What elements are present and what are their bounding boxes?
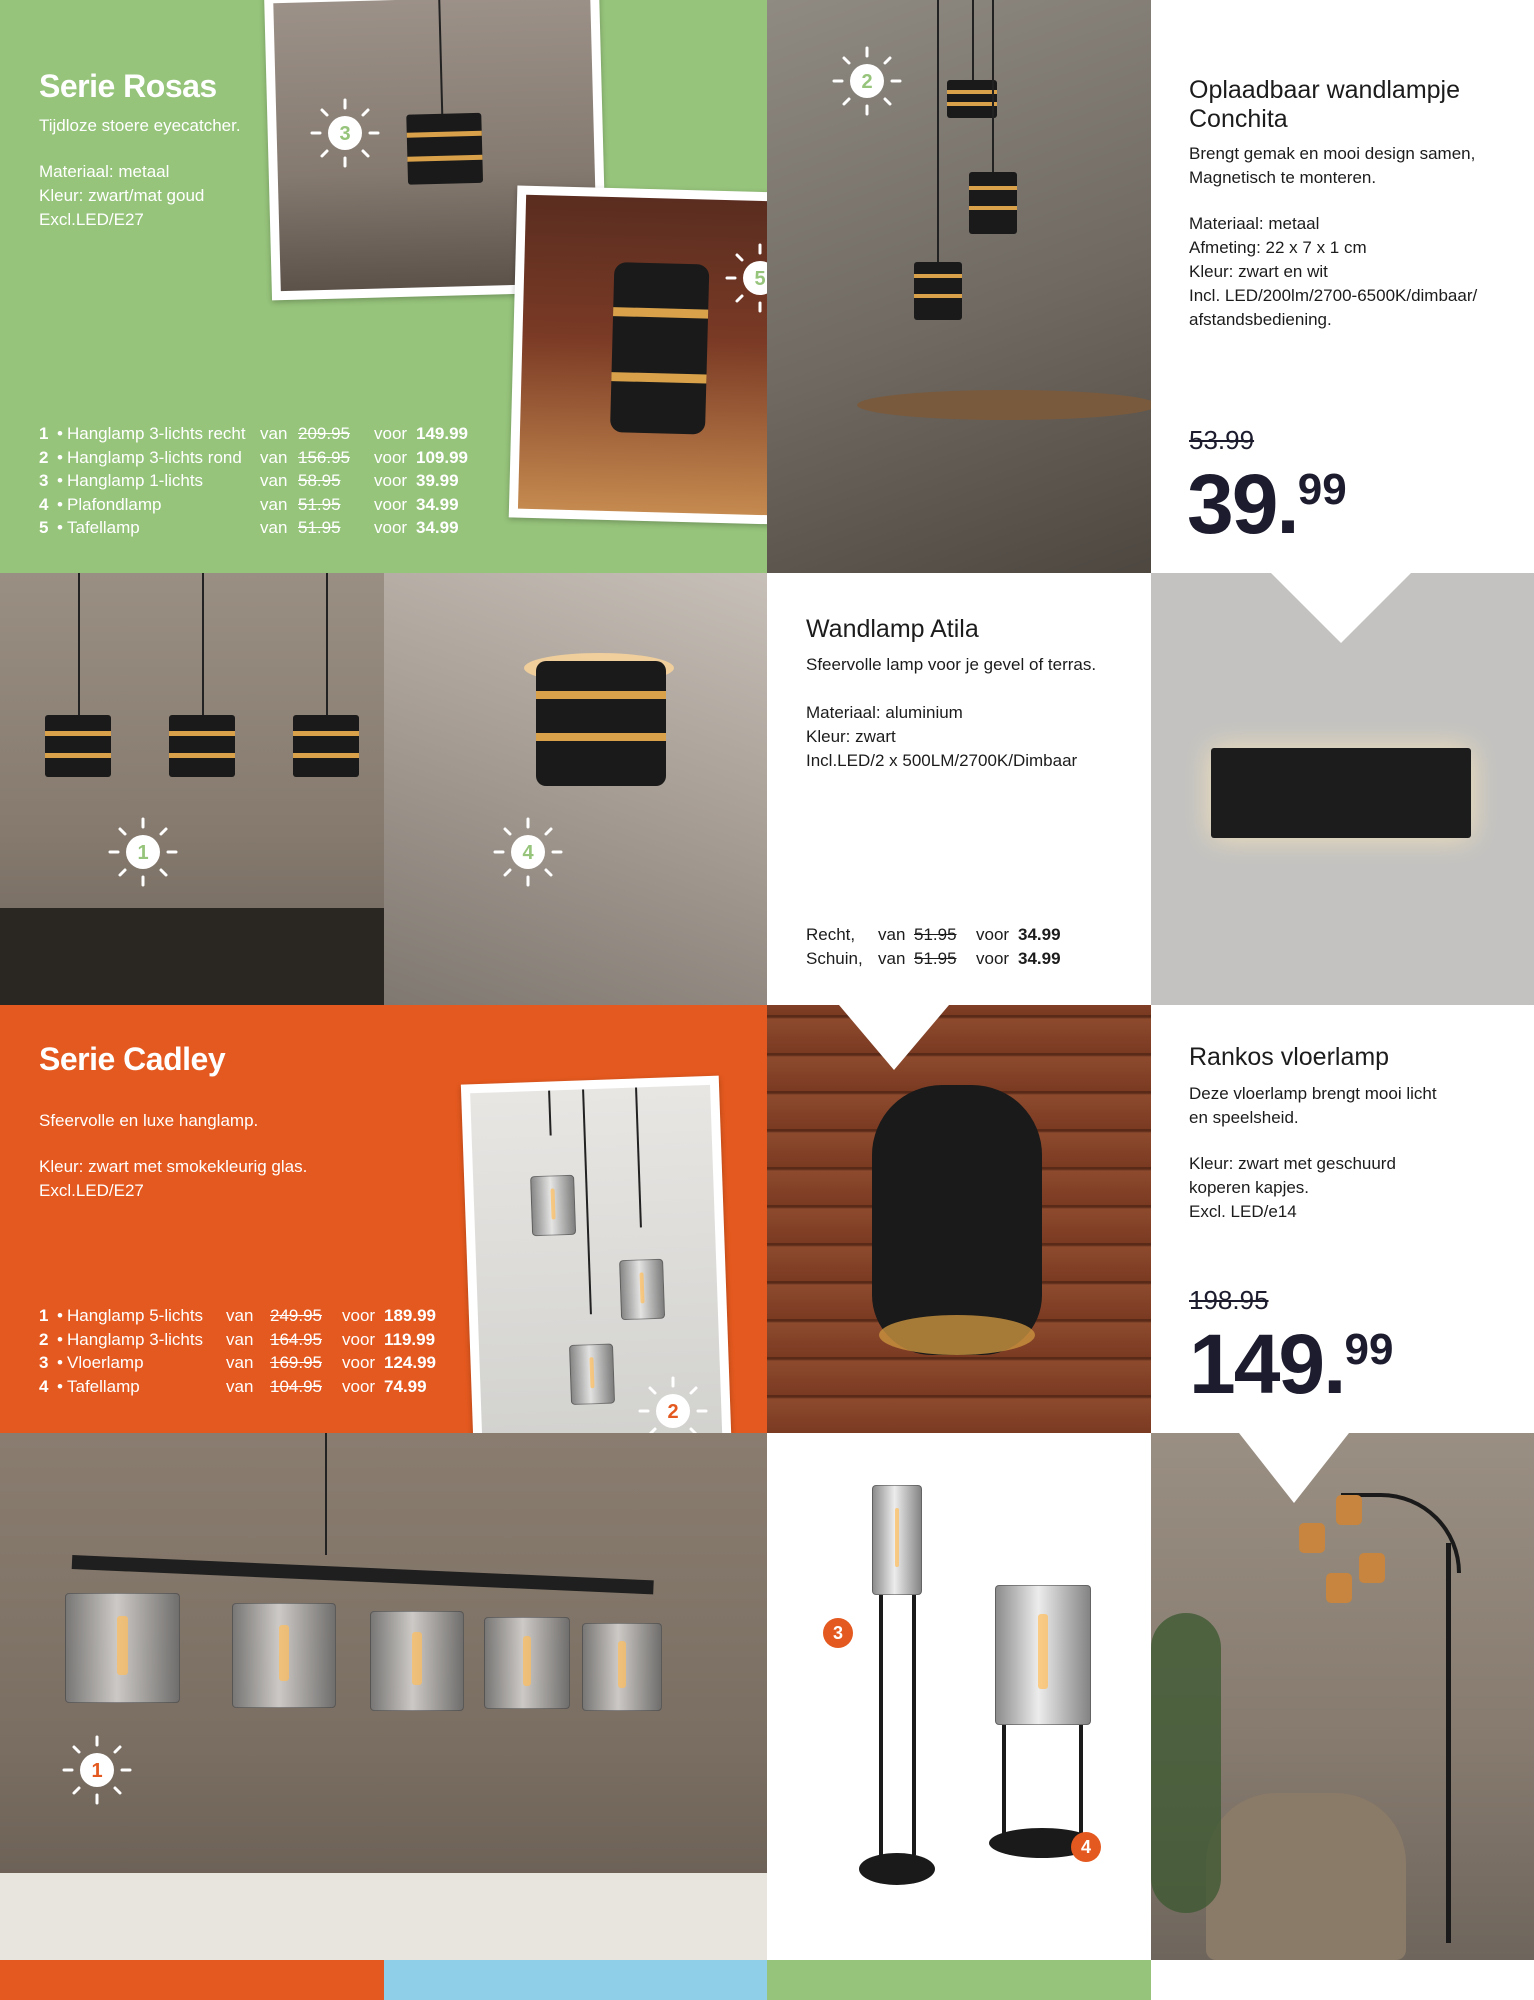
item-name: Hanglamp 3-lichts recht [67, 424, 246, 443]
item-number: 3 [39, 471, 49, 490]
price-row: 2 • Hanglamp 3-lichts rond van 156.95 voor 109.99 [39, 446, 468, 470]
badge-3-icon [310, 98, 380, 168]
voor-label: voor [976, 949, 1010, 968]
item-number: 1 [39, 424, 49, 443]
price-row: 3 • Vloerlamp van 169.95 voor 124.99 [39, 1351, 436, 1375]
price-whole: 149. [1189, 1317, 1345, 1411]
item-number: 2 [39, 1329, 49, 1349]
price-row: 2 • Hanglamp 3-lichts van 164.95 voor 119.99 [39, 1328, 436, 1352]
spec-line: Incl. LED/200lm/2700-6500K/dimbaar/ [1189, 286, 1478, 305]
cadley-title: Serie Cadley [39, 1041, 226, 1077]
conchita-title: Oplaadbaar wandlampje Conchita [1189, 76, 1461, 133]
item-name: Recht, [806, 925, 856, 944]
voor-label: voor [374, 518, 408, 537]
photo-brick-wall-lamp [767, 1005, 1151, 1433]
new-price: 109.99 [416, 447, 468, 467]
spec-line: Kleur: zwart/mat goud [39, 186, 205, 205]
footer-strip-green [767, 1960, 1151, 2000]
new-price: 189.99 [384, 1306, 436, 1325]
desc-line: Magnetisch te monteren. [1189, 168, 1377, 187]
item-number: 2 [39, 447, 49, 467]
atila-panel [767, 573, 1151, 1005]
photo-ceiling-lamp [384, 573, 767, 1005]
spec-line: Excl.LED/E27 [39, 1181, 144, 1200]
van-label: van [226, 1306, 254, 1325]
photo-cadley-5-lights [0, 1433, 767, 1960]
item-name: Hanglamp 3-lichts [67, 1329, 204, 1349]
item-number: 1 [39, 1306, 49, 1325]
badge-4-icon [493, 817, 563, 887]
badge-label: 2 [667, 1401, 679, 1423]
conchita-panel [1151, 0, 1534, 573]
atila-price-table [806, 923, 1061, 971]
old-price: 164.95 [270, 1329, 322, 1349]
rosas-subtitle: Tijdloze stoere eyecatcher. [39, 116, 241, 135]
rankos-panel [1151, 1005, 1534, 1433]
van-label: van [878, 949, 906, 968]
new-price: 39.99 [416, 471, 459, 490]
spec-line: Kleur: zwart met geschuurd [1189, 1154, 1396, 1173]
footer-strip-orange [0, 1960, 384, 2000]
spec-line: Afmeting: 22 x 7 x 1 cm [1189, 238, 1367, 257]
badge-label: 1 [137, 842, 149, 864]
new-price: 34.99 [416, 518, 459, 537]
item-number: 4 [39, 1376, 49, 1396]
table-lamp-shade [610, 262, 709, 434]
spec-line: Excl. LED/e14 [1189, 1202, 1297, 1221]
price-row [806, 923, 1061, 947]
item-name: Hanglamp 3-lichts rond [67, 447, 242, 467]
atila-description: Sfeervolle lamp voor je gevel of terras. [806, 655, 1097, 674]
old-price: 51.95 [914, 949, 957, 968]
badge-2-icon [832, 46, 902, 116]
voor-label: voor [342, 1376, 376, 1396]
price-row: 1 • Hanglamp 5-lichts van 249.95 voor 189.99 [39, 1304, 436, 1328]
photo-pendant-3-lights [0, 573, 384, 1005]
price-row [806, 947, 1061, 971]
item-name: Plafondlamp [67, 494, 162, 514]
armchair [1206, 1793, 1406, 1960]
voor-label: voor [342, 1353, 376, 1372]
arrow-pointer [839, 1005, 949, 1070]
spec-line: Kleur: zwart [806, 727, 896, 746]
desc-line: Deze vloerlamp brengt mooi licht [1189, 1084, 1437, 1103]
rankos-description [1189, 1082, 1437, 1130]
cadley-price-table [39, 1304, 436, 1398]
item-name: Hanglamp 5-lichts [67, 1306, 204, 1325]
badge-1-icon [108, 817, 178, 887]
badge-4-icon: 4 [1071, 1832, 1101, 1862]
badge-1-icon [62, 1735, 132, 1805]
voor-label: voor [342, 1329, 376, 1349]
old-price: 51.95 [298, 494, 341, 514]
cadley-subtitle: Sfeervolle en luxe hanglamp. [39, 1111, 259, 1130]
voor-label: voor [374, 424, 408, 443]
van-label: van [260, 447, 288, 467]
old-price: 51.95 [298, 518, 341, 537]
conchita-price [1187, 457, 1347, 551]
badge-3-icon: 3 [823, 1618, 853, 1648]
price-row: 4 • Plafondlamp van 51.95 voor 34.99 [39, 493, 468, 517]
old-price: 104.95 [270, 1376, 322, 1396]
conchita-description [1189, 142, 1475, 190]
atila-specs [806, 701, 1077, 773]
item-name: Tafellamp [67, 1376, 140, 1396]
new-price: 34.99 [416, 494, 459, 514]
new-price: 119.99 [384, 1329, 436, 1349]
spec-line: Materiaal: metaal [1189, 214, 1320, 233]
wall-lamp-body [1211, 748, 1471, 838]
arrow-pointer [1239, 1433, 1349, 1503]
spec-line: Excl.LED/E27 [39, 210, 144, 229]
photo-rankos-floor-lamp [1151, 1433, 1534, 1960]
footer-strip-blue [384, 1960, 767, 2000]
price-row: 1 • Hanglamp 3-lichts recht van 209.95 voor 149.99 [39, 422, 468, 446]
item-number: 5 [39, 518, 49, 537]
spec-line: Incl.LED/2 x 500LM/2700K/Dimbaar [806, 751, 1078, 770]
item-number: 3 [39, 1353, 49, 1372]
badge-label: 1 [91, 1760, 103, 1782]
conchita-old-price: 53.99 [1189, 425, 1255, 455]
price-row: 3 • Hanglamp 1-lichts van 58.95 voor 39.99 [39, 469, 468, 493]
old-price: 169.95 [270, 1353, 322, 1372]
voor-label: voor [374, 447, 408, 467]
voor-label: voor [374, 494, 408, 514]
van-label: van [226, 1329, 254, 1349]
old-price: 249.95 [270, 1306, 322, 1325]
van-label: van [260, 494, 288, 514]
new-price: 34.99 [1018, 949, 1061, 968]
pendant-shade [406, 113, 483, 185]
conchita-specs [1189, 212, 1477, 332]
old-price: 156.95 [298, 447, 350, 467]
old-price: 58.95 [298, 471, 341, 490]
rankos-old-price: 198.95 [1189, 1285, 1269, 1315]
pendant-bar [72, 1555, 654, 1594]
price-cents: 99 [1297, 465, 1347, 514]
desc-line: Brengt gemak en mooi design samen, [1189, 144, 1476, 163]
item-number: 4 [39, 494, 49, 514]
badge-label: 4 [522, 842, 534, 864]
van-label: van [226, 1376, 254, 1396]
van-label: van [878, 925, 906, 944]
item-name: Schuin, [806, 949, 863, 968]
van-label: van [260, 518, 288, 537]
rankos-price [1189, 1317, 1394, 1411]
rosas-title: Serie Rosas [39, 68, 217, 104]
item-name: Hanglamp 1-lichts [67, 471, 204, 490]
item-name: Tafellamp [67, 518, 140, 537]
voor-label: voor [374, 471, 408, 490]
new-price: 149.99 [416, 424, 468, 443]
badge-label: 2 [861, 71, 873, 93]
new-price: 74.99 [384, 1376, 427, 1396]
spec-line: afstandsbediening. [1189, 310, 1332, 329]
atila-title: Wandlamp Atila [806, 615, 979, 643]
item-name: Vloerlamp [67, 1353, 144, 1372]
price-row: 5 • Tafellamp van 51.95 voor 34.99 [39, 516, 468, 540]
rankos-title: Rankos vloerlamp [1189, 1043, 1390, 1071]
spec-line: Kleur: zwart en wit [1189, 262, 1328, 281]
photo-floor-and-table-lamp [767, 1433, 1151, 1960]
ceiling-lamp-shade [536, 661, 666, 786]
spec-line: Materiaal: metaal [39, 162, 170, 181]
rosas-price-table [39, 422, 468, 540]
price-whole: 39. [1187, 457, 1298, 551]
photo-wall-lamp-atila [1151, 573, 1534, 1005]
van-label: van [260, 471, 288, 490]
price-row: 4 • Tafellamp van 104.95 voor 74.99 [39, 1375, 436, 1399]
new-price: 34.99 [1018, 925, 1061, 944]
arrow-pointer [1271, 573, 1411, 643]
new-price: 124.99 [384, 1353, 436, 1372]
photo-dining-room [767, 0, 1151, 573]
rosas-specs [39, 160, 204, 232]
voor-label: voor [342, 1306, 376, 1325]
van-label: van [260, 424, 288, 443]
price-cents: 99 [1344, 1325, 1394, 1374]
spec-line: Materiaal: aluminium [806, 703, 963, 722]
spec-line: koperen kapjes. [1189, 1178, 1310, 1197]
spec-line: Kleur: zwart met smokekleurig glas. [39, 1157, 308, 1176]
voor-label: voor [976, 925, 1010, 944]
footer-strip-white [1151, 1960, 1534, 2000]
desc-line: en speelsheid. [1189, 1108, 1299, 1127]
cadley-specs [39, 1155, 307, 1203]
badge-label: 3 [339, 123, 351, 145]
badge-label: 5 [754, 268, 766, 290]
van-label: van [226, 1353, 254, 1372]
old-price: 209.95 [298, 424, 350, 443]
rankos-specs [1189, 1152, 1396, 1224]
plant [1151, 1613, 1221, 1913]
old-price: 51.95 [914, 925, 957, 944]
